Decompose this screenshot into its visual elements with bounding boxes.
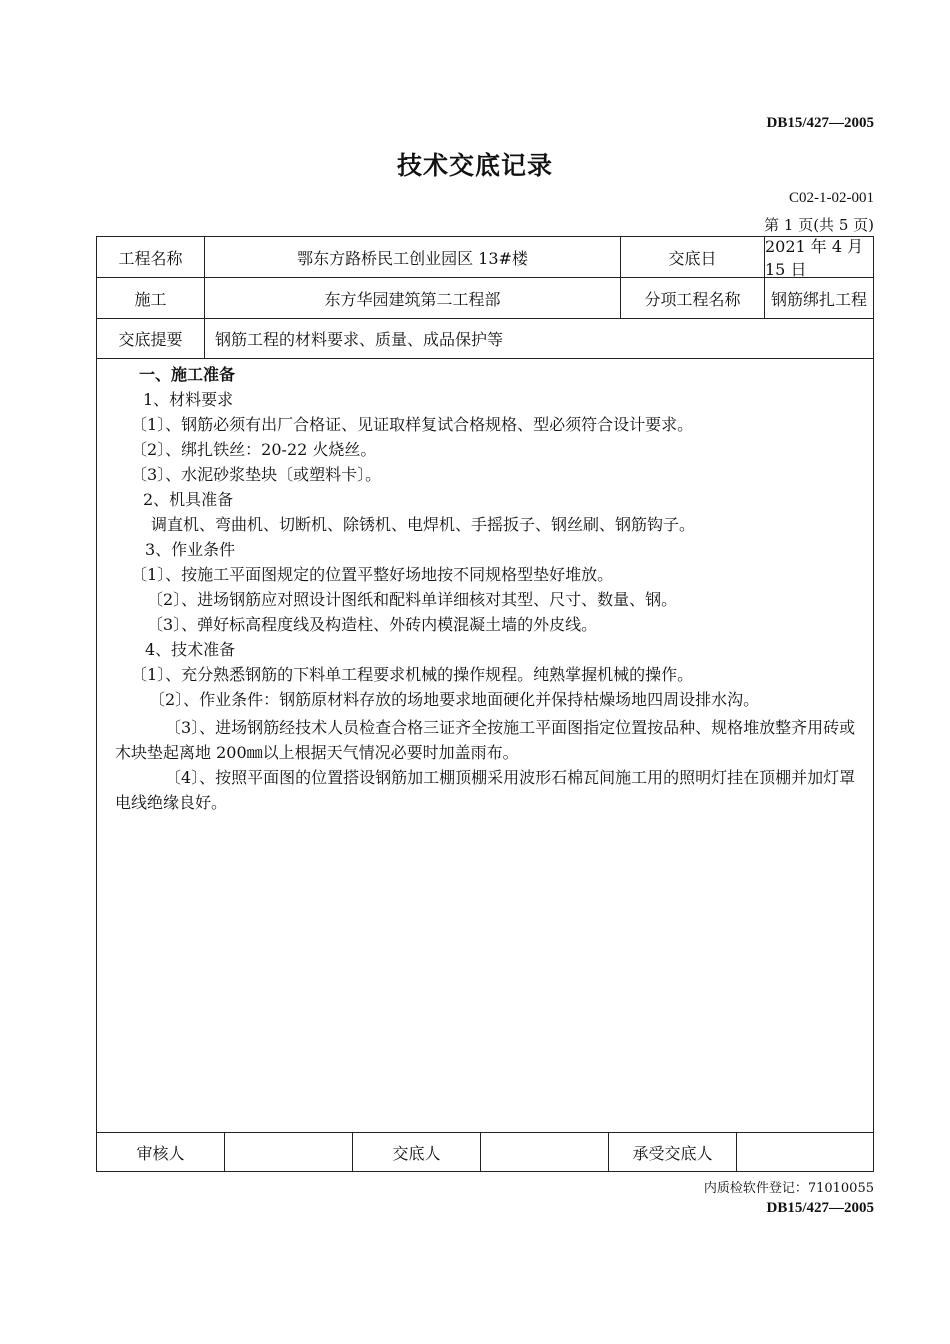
summary-value: 钢筋工程的材料要求、质量、成品保护等 <box>215 330 504 349</box>
project-name-label: 工程名称 <box>97 237 205 277</box>
item-tech-4: 〔4〕、按照平面图的位置搭设钢筋加工棚顶棚采用波形石棉瓦间施工用的照明灯挂在顶棚并加灯罩电线绝缘良好。 <box>115 768 856 812</box>
subsection-tech: 4、技术准备 <box>145 640 236 659</box>
content-body <box>97 359 873 1133</box>
item-tech-3: 〔3〕、进场钢筋经技术人员检查合格三证齐全按施工平面图指定位置按品种、规格堆放整齐用砖或木块垫起离地 200㎜以上根据天气情况必要时加盖雨布。 <box>115 718 856 762</box>
reviewer-label: 审核人 <box>97 1133 225 1171</box>
item-tech-1: 〔1〕、充分熟悉钢筋的下料单工程要求机械的操作规程。纯熟掌握机械的操作。 <box>131 665 694 684</box>
reviewer-field[interactable] <box>225 1133 353 1171</box>
date-label: 交底日 <box>621 237 765 277</box>
row-signatures <box>97 1133 873 1171</box>
item-materials-3: 〔3〕、水泥砂浆垫块〔或塑料卡〕。 <box>131 465 382 484</box>
item-conditions-2: 〔2〕、进场钢筋应对照设计图纸和配料单详细核对其型、尺寸、数量、钢。 <box>147 590 678 609</box>
item-tech-2: 〔2〕、作业条件：钢筋原材料存放的场地要求地面硬化并保持枯燥场地四周设排水沟。 <box>149 690 760 709</box>
date-value: 2021 年 4 月 15 日 <box>765 237 864 279</box>
standard-code-bottom: DB15/427—2005 <box>766 1200 874 1216</box>
construction-value: 东方华园建筑第二工程部 <box>205 278 621 318</box>
presenter-label: 交底人 <box>353 1133 481 1171</box>
subproject-value: 钢筋绑扎工程 <box>770 289 867 309</box>
row-project <box>97 237 873 278</box>
project-name-value: 鄂东方路桥民工创业园区 13#楼 <box>205 237 621 277</box>
standard-code-top: DB15/427—2005 <box>766 115 874 131</box>
registration-note: 内质检软件登记：71010055 <box>703 1181 874 1196</box>
item-materials-1: 〔1〕、钢筋必须有出厂合格证、见证取样复试合格规格、型必须符合设计要求。 <box>131 415 694 434</box>
subproject-label: 分项工程名称 <box>621 278 765 318</box>
form-code: C02-1-02-001 <box>789 190 874 206</box>
page-title: 技术交底记录 <box>396 151 553 180</box>
item-materials-2: 〔2〕、绑扎铁丝：20-22 火烧丝。 <box>131 440 377 459</box>
presenter-field[interactable] <box>481 1133 609 1171</box>
record-form <box>96 236 874 1172</box>
subsection-materials: 1、材料要求 <box>143 390 234 409</box>
subsection-tools: 2、机具准备 <box>143 490 234 509</box>
summary-label: 交底提要 <box>97 319 205 358</box>
row-summary <box>97 319 873 359</box>
receiver-label: 承受交底人 <box>609 1133 737 1171</box>
row-construction <box>97 278 873 319</box>
section-heading: 一、施工准备 <box>139 365 236 384</box>
page-info: 第 1 页(共 5 页) <box>764 216 874 234</box>
construction-label: 施工 <box>97 278 205 318</box>
subsection-conditions: 3、作业条件 <box>145 540 236 559</box>
item-conditions-3: 〔3〕、弹好标高程度线及构造柱、外砖内模混凝土墙的外皮线。 <box>147 615 598 634</box>
receiver-field[interactable] <box>737 1133 873 1171</box>
item-conditions-1: 〔1〕、按施工平面图规定的位置平整好场地按不同规格型垫好堆放。 <box>131 565 614 584</box>
item-tools: 调直机、弯曲机、切断机、除锈机、电焊机、手摇扳子、钢丝刷、钢筋钩子。 <box>151 515 696 534</box>
